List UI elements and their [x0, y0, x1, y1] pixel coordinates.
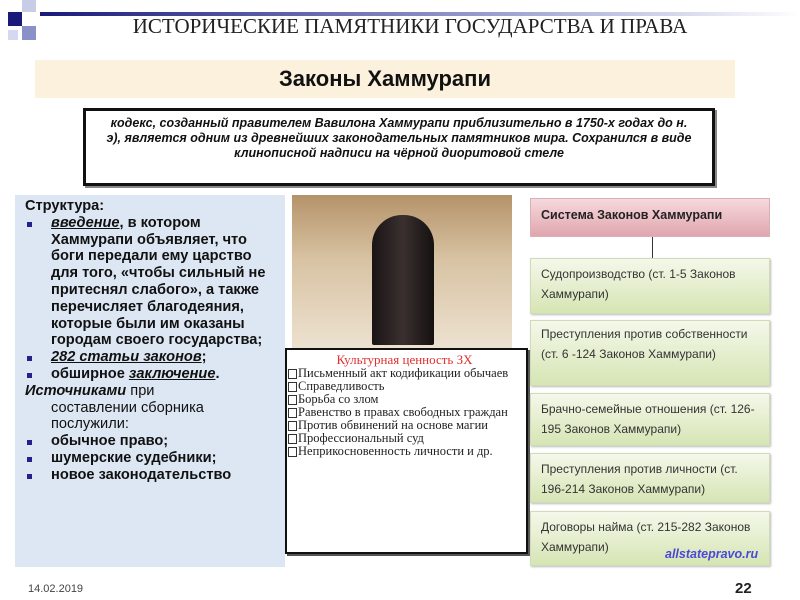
- system-item: Преступления против собственности (ст. 6 -124 Законов Хаммурапи): [530, 320, 770, 386]
- system-heading: Система Законов Хаммурапи: [530, 198, 770, 237]
- structure-panel: [15, 195, 285, 567]
- source-item: шумерские судебники;: [25, 450, 281, 467]
- system-item: Брачно-семейные отношения (ст. 126-195 Законов Хаммурапи): [530, 393, 770, 446]
- culture-item: Неприкосновенность личности и др.: [287, 445, 522, 458]
- conclusion-link[interactable]: заключение: [128, 365, 216, 382]
- culture-heading: Культурная ценность ЗХ: [336, 352, 473, 367]
- punct: ;: [201, 349, 207, 366]
- conclusion-text: обширное: [51, 365, 129, 382]
- decor-square: [8, 30, 18, 40]
- intro-link[interactable]: введение: [51, 214, 120, 231]
- articles-link[interactable]: 282 статьи законов: [51, 349, 202, 366]
- stele-photo: [292, 195, 512, 358]
- decor-square: [22, 0, 36, 12]
- structure-item-intro: [25, 215, 281, 349]
- decor-square: [8, 12, 22, 26]
- punct: .: [215, 365, 220, 382]
- stele-image: [372, 215, 434, 345]
- source-item: новое законодательство: [25, 467, 281, 484]
- footer-date: 14.02.2019: [28, 583, 84, 595]
- culture-box: [285, 348, 528, 554]
- culture-item: Справедливость: [287, 380, 522, 393]
- slide-header: ИСТОРИЧЕСКИЕ ПАМЯТНИКИ ГОСУДАРСТВА И ПРАВА: [132, 14, 688, 38]
- intro-text: , в котором Хаммурапи объявляет, что боги передали ему царство для того, «чтобы сильный не притеснял слабого», а также перечисляет благодеяния, которые были им оказаны городам своего государства;: [51, 214, 266, 349]
- source-item: обычное право;: [25, 433, 281, 450]
- culture-item: Профессиональный суд: [287, 432, 522, 445]
- page-number: 22: [735, 580, 752, 597]
- structure-heading: Структура:: [25, 198, 105, 214]
- structure-item-articles: [25, 349, 281, 366]
- system-item: Преступления против личности (ст. 196-214 Законов Хаммурапи): [530, 453, 770, 503]
- sources-intro: [25, 383, 281, 400]
- culture-item: Борьба со злом: [287, 393, 522, 406]
- slide-title: Законы Хаммурапи: [35, 60, 735, 98]
- sources-text-cont: составлении сборника послужили:: [51, 399, 204, 433]
- watermark: allstatepravo.ru: [665, 547, 759, 561]
- culture-item: Письменный акт кодификации обычаев: [287, 367, 522, 380]
- system-item: Договоры найма (ст. 215-282 Законов Хаммурапи): [530, 511, 770, 566]
- culture-item: Против обвинений на основе магии: [287, 419, 522, 432]
- connector-line: [652, 237, 653, 258]
- system-item: Судопроизводство (ст. 1-5 Законов Хаммурапи): [530, 258, 770, 314]
- decor-square: [22, 26, 36, 40]
- culture-item: Равенство в правах свободных граждан: [287, 406, 522, 419]
- sources-text: при: [126, 382, 155, 399]
- sources-em: Источниками: [25, 382, 127, 399]
- definition-box: кодекс, созданный правителем Вавилона Хаммурапи приблизительно в 1750-х годах до н. э), является одним из древнейших законодательных памятников мира. Сохранился в виде клинописной надписи на чёрной диоритовой стеле: [83, 108, 715, 186]
- structure-item-conclusion: [25, 366, 281, 383]
